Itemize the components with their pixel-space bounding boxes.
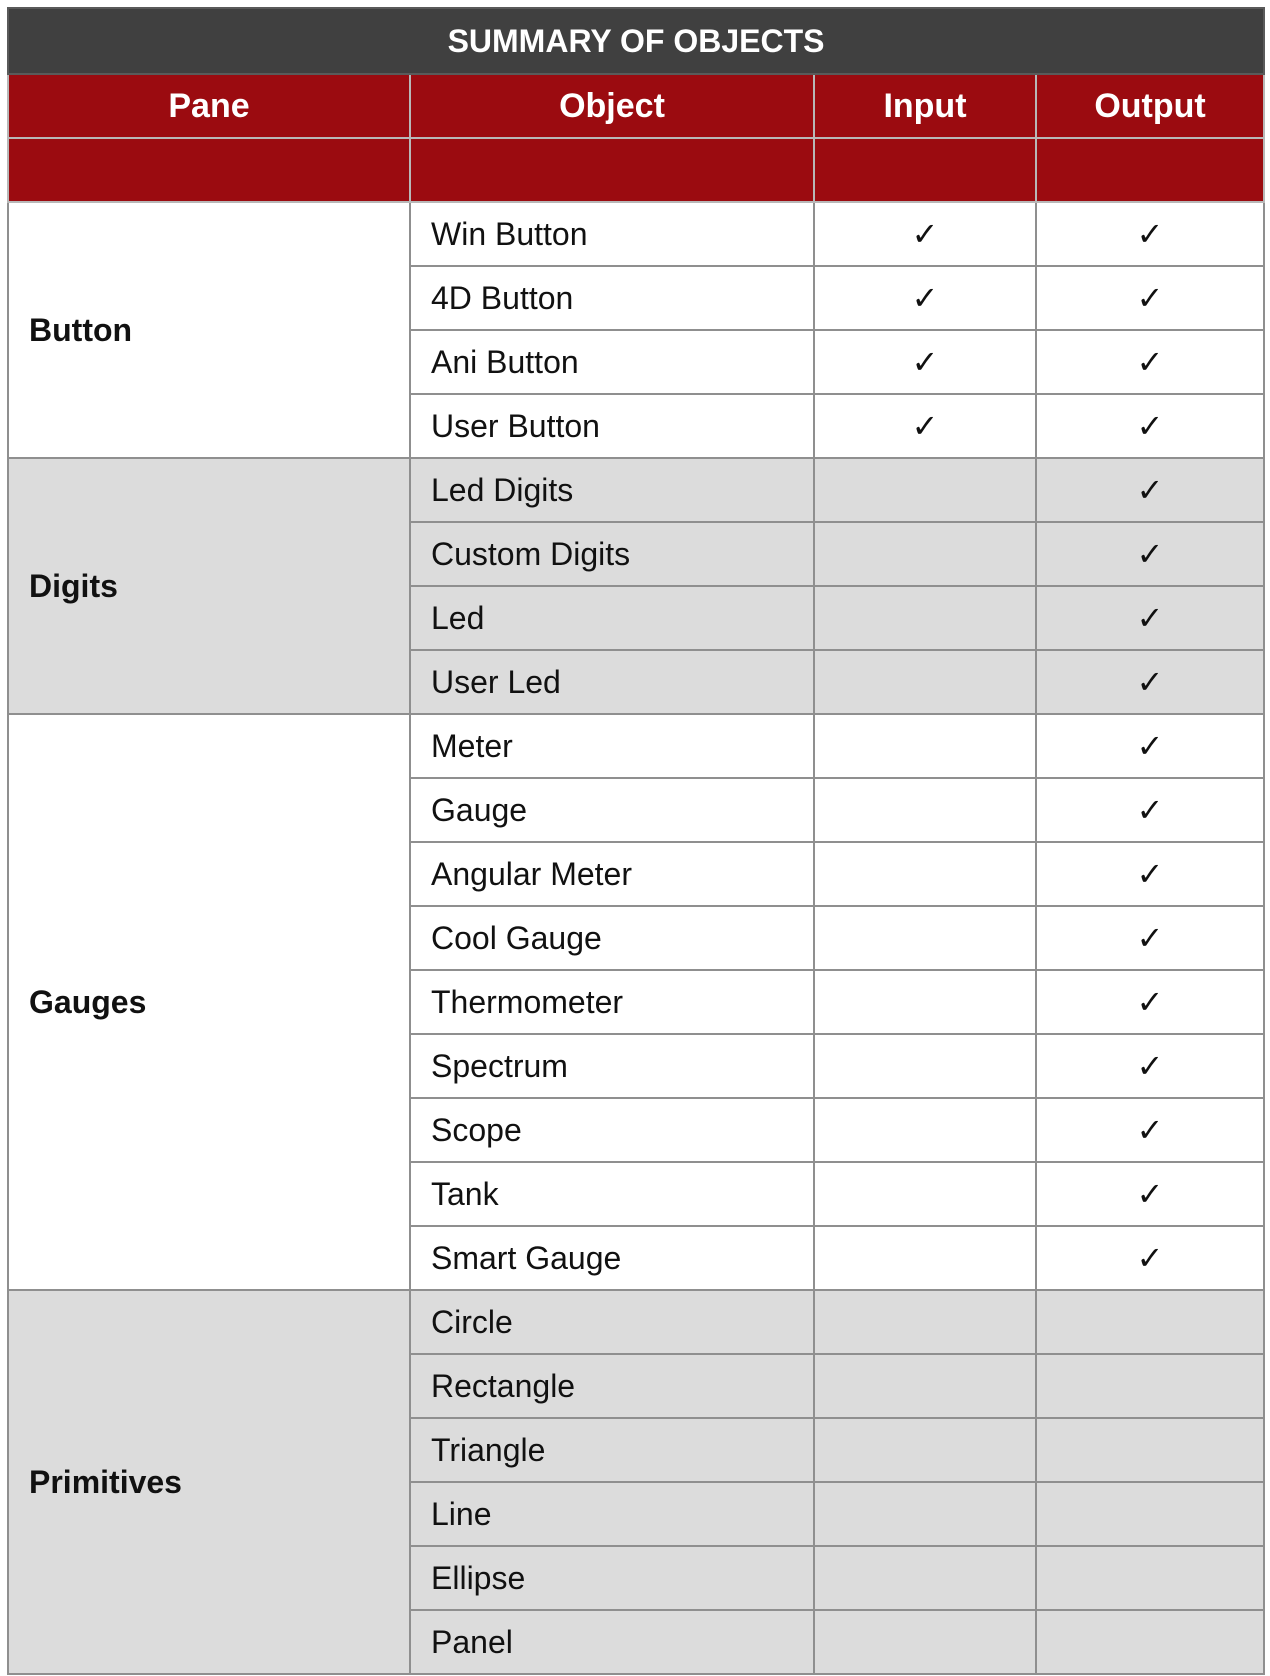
input-cell xyxy=(814,714,1036,778)
output-cell xyxy=(1036,266,1264,330)
object-cell: Tank xyxy=(410,1162,814,1226)
object-cell: Panel xyxy=(410,1610,814,1674)
header-spacer-cell xyxy=(1036,138,1264,202)
output-cell xyxy=(1036,650,1264,714)
object-cell: Cool Gauge xyxy=(410,906,814,970)
input-cell xyxy=(814,1610,1036,1674)
input-cell xyxy=(814,1162,1036,1226)
checkmark-icon: ✓ xyxy=(1136,216,1164,252)
output-cell xyxy=(1036,1290,1264,1354)
checkmark-icon: ✓ xyxy=(911,344,939,380)
header-output: Output xyxy=(1036,74,1264,138)
input-cell xyxy=(814,906,1036,970)
object-cell: Led Digits xyxy=(410,458,814,522)
header-spacer-cell xyxy=(8,138,410,202)
output-cell xyxy=(1036,586,1264,650)
checkmark-icon: ✓ xyxy=(1136,664,1164,700)
input-cell xyxy=(814,1034,1036,1098)
output-cell xyxy=(1036,522,1264,586)
output-cell xyxy=(1036,714,1264,778)
checkmark-icon: ✓ xyxy=(1136,472,1164,508)
object-cell: Thermometer xyxy=(410,970,814,1034)
input-cell xyxy=(814,1226,1036,1290)
object-cell: Line xyxy=(410,1482,814,1546)
object-cell: Win Button xyxy=(410,202,814,266)
checkmark-icon: ✓ xyxy=(1136,792,1164,828)
input-cell xyxy=(814,1290,1036,1354)
object-cell: Triangle xyxy=(410,1418,814,1482)
input-cell xyxy=(814,202,1036,266)
object-cell: User Led xyxy=(410,650,814,714)
object-cell: Custom Digits xyxy=(410,522,814,586)
object-cell: Rectangle xyxy=(410,1354,814,1418)
output-cell xyxy=(1036,1354,1264,1418)
input-cell xyxy=(814,1546,1036,1610)
input-cell xyxy=(814,522,1036,586)
checkmark-icon: ✓ xyxy=(1136,1240,1164,1276)
object-cell: Spectrum xyxy=(410,1034,814,1098)
input-cell xyxy=(814,1418,1036,1482)
object-cell: Ellipse xyxy=(410,1546,814,1610)
output-cell xyxy=(1036,202,1264,266)
output-cell xyxy=(1036,1482,1264,1546)
output-cell xyxy=(1036,1418,1264,1482)
checkmark-icon: ✓ xyxy=(1136,1176,1164,1212)
pane-cell-button: Button xyxy=(8,202,410,458)
output-cell xyxy=(1036,842,1264,906)
checkmark-icon: ✓ xyxy=(1136,920,1164,956)
pane-cell-digits: Digits xyxy=(8,458,410,714)
object-cell: Ani Button xyxy=(410,330,814,394)
checkmark-icon: ✓ xyxy=(1136,280,1164,316)
input-cell xyxy=(814,650,1036,714)
output-cell xyxy=(1036,778,1264,842)
checkmark-icon: ✓ xyxy=(1136,344,1164,380)
checkmark-icon: ✓ xyxy=(1136,728,1164,764)
input-cell xyxy=(814,266,1036,330)
output-cell xyxy=(1036,906,1264,970)
pane-cell-gauges: Gauges xyxy=(8,714,410,1290)
input-cell xyxy=(814,970,1036,1034)
summary-of-objects-table xyxy=(7,7,1265,1675)
output-cell xyxy=(1036,330,1264,394)
object-cell: Angular Meter xyxy=(410,842,814,906)
object-cell: Meter xyxy=(410,714,814,778)
header-spacer-cell xyxy=(814,138,1036,202)
checkmark-icon: ✓ xyxy=(1136,600,1164,636)
table-row xyxy=(8,202,1264,266)
object-cell: Scope xyxy=(410,1098,814,1162)
header-object: Object xyxy=(410,74,814,138)
input-cell xyxy=(814,842,1036,906)
output-cell xyxy=(1036,458,1264,522)
input-cell xyxy=(814,458,1036,522)
table-title: SUMMARY OF OBJECTS xyxy=(8,8,1264,74)
object-cell: Smart Gauge xyxy=(410,1226,814,1290)
pane-cell-primitives: Primitives xyxy=(8,1290,410,1674)
input-cell xyxy=(814,586,1036,650)
output-cell xyxy=(1036,1034,1264,1098)
header-spacer-cell xyxy=(410,138,814,202)
output-cell xyxy=(1036,1226,1264,1290)
checkmark-icon: ✓ xyxy=(1136,984,1164,1020)
checkmark-icon: ✓ xyxy=(911,216,939,252)
input-cell xyxy=(814,1098,1036,1162)
checkmark-icon: ✓ xyxy=(1136,856,1164,892)
output-cell xyxy=(1036,1546,1264,1610)
checkmark-icon: ✓ xyxy=(1136,1048,1164,1084)
object-cell: 4D Button xyxy=(410,266,814,330)
checkmark-icon: ✓ xyxy=(1136,408,1164,444)
input-cell xyxy=(814,394,1036,458)
output-cell xyxy=(1036,970,1264,1034)
checkmark-icon: ✓ xyxy=(911,280,939,316)
checkmark-icon: ✓ xyxy=(911,408,939,444)
header-input: Input xyxy=(814,74,1036,138)
output-cell xyxy=(1036,1162,1264,1226)
table-body xyxy=(8,202,1264,1674)
table-row xyxy=(8,714,1264,778)
output-cell xyxy=(1036,394,1264,458)
table-row xyxy=(8,458,1264,522)
input-cell xyxy=(814,330,1036,394)
summary-table-container xyxy=(7,7,1263,1675)
object-cell: User Button xyxy=(410,394,814,458)
output-cell xyxy=(1036,1098,1264,1162)
input-cell xyxy=(814,778,1036,842)
object-cell: Circle xyxy=(410,1290,814,1354)
output-cell xyxy=(1036,1610,1264,1674)
table-row xyxy=(8,1290,1264,1354)
input-cell xyxy=(814,1354,1036,1418)
object-cell: Gauge xyxy=(410,778,814,842)
object-cell: Led xyxy=(410,586,814,650)
checkmark-icon: ✓ xyxy=(1136,536,1164,572)
header-pane: Pane xyxy=(8,74,410,138)
input-cell xyxy=(814,1482,1036,1546)
checkmark-icon: ✓ xyxy=(1136,1112,1164,1148)
